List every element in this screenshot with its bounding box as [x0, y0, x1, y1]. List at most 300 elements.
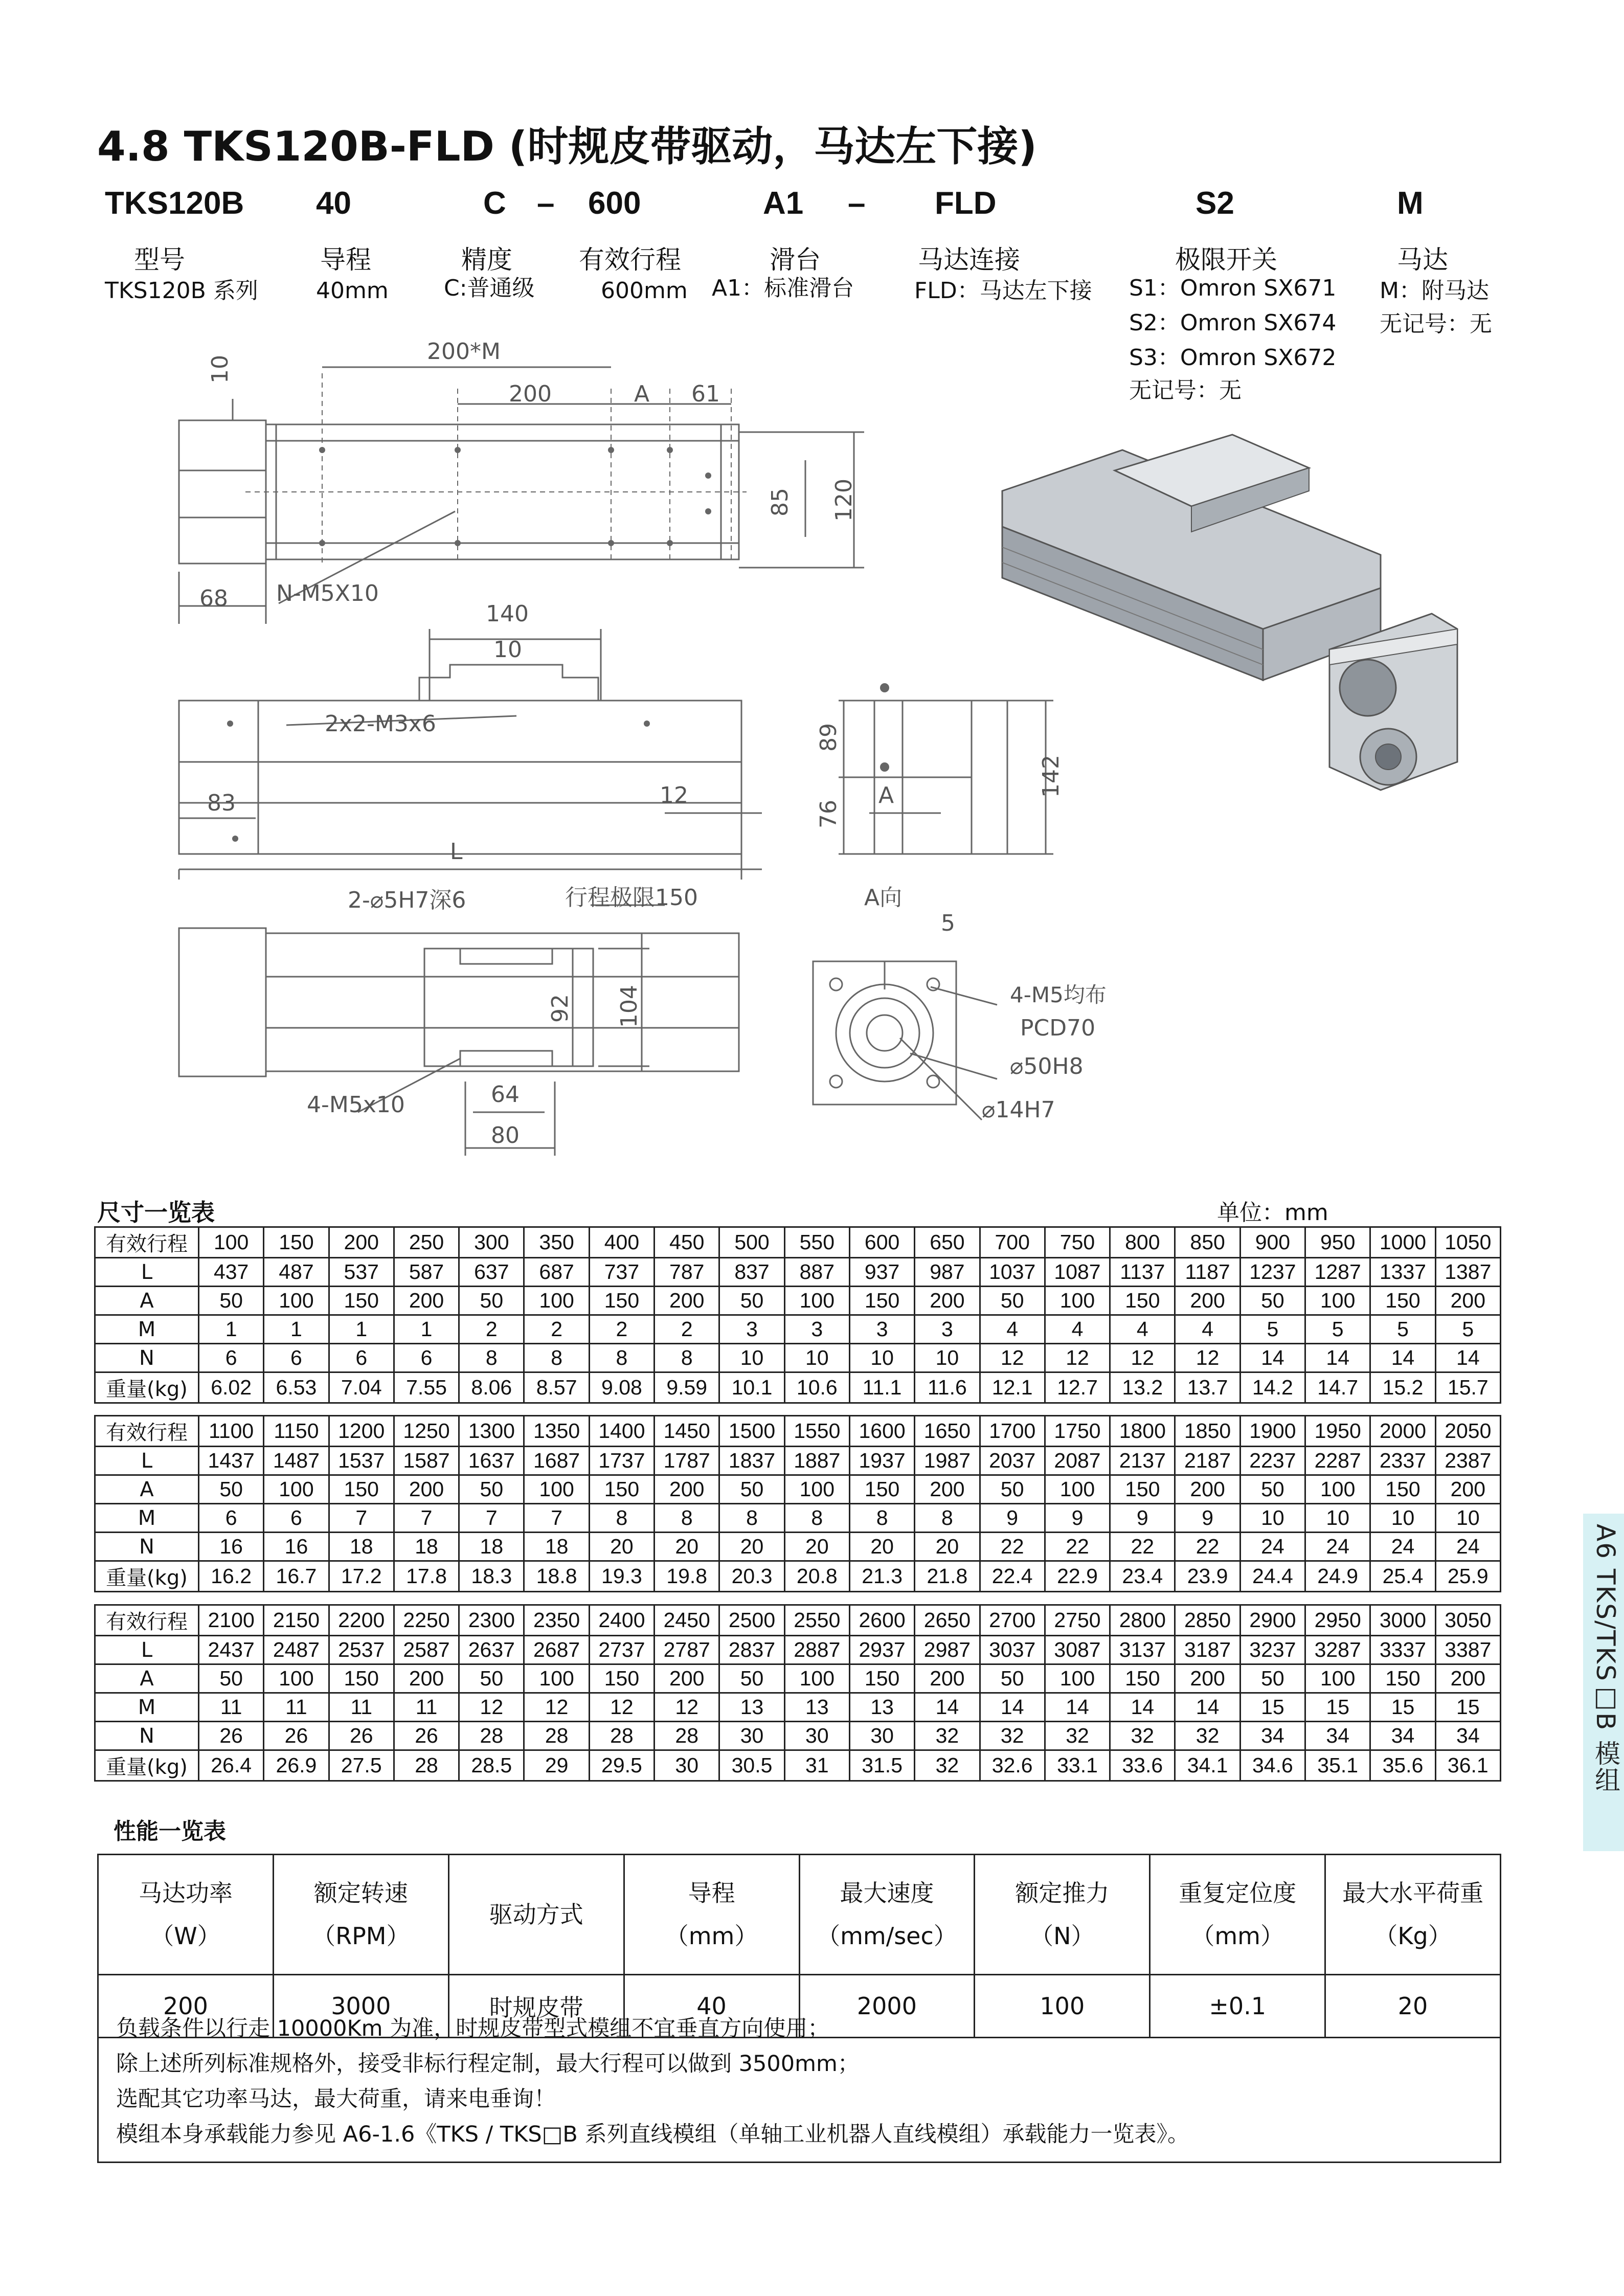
table-cell: 8 — [849, 1504, 914, 1533]
table-cell: 27.5 — [329, 1750, 394, 1781]
dim-4-m5-evenly: 4-M5均布 — [1010, 982, 1107, 1007]
performance-value-cell: 3000 — [273, 1975, 448, 2038]
table-cell: 800 — [1110, 1227, 1175, 1258]
table-cell: 23.4 — [1110, 1561, 1175, 1592]
table-cell: 987 — [915, 1258, 980, 1287]
dim-pcd70: PCD70 — [1020, 1015, 1096, 1041]
table-cell: 21.8 — [915, 1561, 980, 1592]
option-motor-connect-value: FLD：马达左下接 — [914, 278, 1092, 304]
product-render-3d — [1002, 435, 1457, 790]
table-cell: 2700 — [980, 1605, 1045, 1636]
table-cell: 34 — [1435, 1722, 1500, 1750]
table-row — [95, 1693, 1501, 1722]
table-cell: 10 — [784, 1344, 849, 1372]
table-cell: 737 — [589, 1258, 654, 1287]
table-cell: 850 — [1175, 1227, 1240, 1258]
table-cell: 2250 — [394, 1605, 459, 1636]
dim-phi14h7: ⌀14H7 — [982, 1097, 1055, 1123]
dim-140: 140 — [486, 601, 529, 627]
table-cell: 34 — [1240, 1722, 1305, 1750]
table-cell: 1387 — [1435, 1258, 1500, 1287]
table-cell: 100 — [1045, 1664, 1110, 1693]
table-cell: 50 — [980, 1287, 1045, 1315]
table-cell: 2300 — [459, 1605, 524, 1636]
performance-value-cell: 40 — [624, 1975, 799, 2038]
table-cell: 500 — [719, 1227, 784, 1258]
row-label: 有效行程 — [95, 1227, 199, 1258]
table-cell: 1 — [394, 1315, 459, 1344]
table-cell: 25.9 — [1435, 1561, 1500, 1592]
table-cell: 2887 — [784, 1636, 849, 1664]
table-cell: 2900 — [1240, 1605, 1305, 1636]
table-cell: 14 — [1175, 1693, 1240, 1722]
table-cell: 18 — [524, 1533, 589, 1561]
table-cell: 2087 — [1045, 1447, 1110, 1475]
dimension-table-title: 尺寸一览表 — [97, 1199, 215, 1226]
table-cell: 34.1 — [1175, 1750, 1240, 1781]
table-cell: 3287 — [1305, 1636, 1370, 1664]
table-cell: 35.6 — [1370, 1750, 1435, 1781]
table-cell: 100 — [1045, 1287, 1110, 1315]
dim-104: 104 — [616, 985, 642, 1028]
option-stroke-value: 600mm — [601, 278, 688, 304]
table-cell: 1937 — [849, 1447, 914, 1475]
table-cell: 20 — [849, 1533, 914, 1561]
table-cell: 2600 — [849, 1605, 914, 1636]
table-cell: 200 — [329, 1227, 394, 1258]
table-cell: 2587 — [394, 1636, 459, 1664]
table-cell: 32 — [915, 1750, 980, 1781]
table-cell: 3387 — [1435, 1636, 1500, 1664]
dim-61: 61 — [691, 381, 720, 407]
table-cell: 7 — [459, 1504, 524, 1533]
table-cell: 18.3 — [459, 1561, 524, 1592]
table-cell: 1687 — [524, 1447, 589, 1475]
table-cell: 13 — [719, 1693, 784, 1722]
table-cell: 2237 — [1240, 1447, 1305, 1475]
table-row — [95, 1315, 1501, 1344]
option-precision-value: C:普通级 — [444, 275, 535, 301]
table-cell: 200 — [1175, 1287, 1240, 1315]
table-cell: 2800 — [1110, 1605, 1175, 1636]
table-cell: 1750 — [1045, 1416, 1110, 1447]
table-cell: 10 — [849, 1344, 914, 1372]
performance-value-cell: 2000 — [799, 1975, 975, 2038]
dim-10-top: 10 — [207, 355, 233, 384]
table-cell: 10.1 — [719, 1372, 784, 1403]
table-cell: 21.3 — [849, 1561, 914, 1592]
table-cell: 20 — [589, 1533, 654, 1561]
table-cell: 10 — [1435, 1504, 1500, 1533]
table-cell: 26.9 — [264, 1750, 329, 1781]
performance-header-cell: 驱动方式 — [448, 1855, 624, 1975]
table-cell: 2987 — [915, 1636, 980, 1664]
table-cell: 16.7 — [264, 1561, 329, 1592]
table-cell: 2537 — [329, 1636, 394, 1664]
table-cell: 3187 — [1175, 1636, 1240, 1664]
table-cell: 200 — [394, 1475, 459, 1504]
table-cell: 7 — [524, 1504, 589, 1533]
option-head-motor-connect: 马达连接 — [918, 245, 1020, 275]
table-row — [95, 1561, 1501, 1592]
table-cell: 7 — [329, 1504, 394, 1533]
table-cell: 2137 — [1110, 1447, 1175, 1475]
table-cell: 1187 — [1175, 1258, 1240, 1287]
dim-10-side: 10 — [493, 637, 522, 663]
table-cell: 14 — [1370, 1344, 1435, 1372]
table-cell: 1 — [264, 1315, 329, 1344]
table-cell: 5 — [1370, 1315, 1435, 1344]
table-cell: 20.3 — [719, 1561, 784, 1592]
note-line: 除上述所列标准规格外，接受非标行程定制，最大行程可以做到 3500mm； — [116, 2051, 860, 2077]
table-cell: 31.5 — [849, 1750, 914, 1781]
performance-header-cell: 最大速度 （mm/sec） — [799, 1855, 975, 1975]
table-cell: 19.3 — [589, 1561, 654, 1592]
row-label: N — [95, 1533, 199, 1561]
table-cell: 1850 — [1175, 1416, 1240, 1447]
table-cell: 24.4 — [1240, 1561, 1305, 1592]
table-cell: 100 — [199, 1227, 264, 1258]
table-cell: 12 — [589, 1693, 654, 1722]
table-cell: 30 — [849, 1722, 914, 1750]
page-title: 4.8 TKS120B-FLD (时规皮带驱动，马达左下接) — [97, 123, 1037, 170]
table-cell: 100 — [1305, 1664, 1370, 1693]
table-cell: 8 — [459, 1344, 524, 1372]
table-cell: 16.2 — [199, 1561, 264, 1592]
table-cell: 15 — [1305, 1693, 1370, 1722]
code-precision: C — [483, 186, 506, 221]
table-row — [95, 1227, 1501, 1258]
table-cell: 3000 — [1370, 1605, 1435, 1636]
table-cell: 50 — [980, 1664, 1045, 1693]
dim-142: 142 — [1038, 755, 1064, 798]
table-cell: 8 — [655, 1504, 719, 1533]
table-cell: 32 — [1175, 1722, 1240, 1750]
row-label: A — [95, 1287, 199, 1315]
code-motor: M — [1397, 186, 1424, 221]
table-row — [95, 1416, 1501, 1447]
table-cell: 50 — [719, 1287, 784, 1315]
table-cell: 50 — [199, 1475, 264, 1504]
table-cell: 8 — [784, 1504, 849, 1533]
table-cell: 787 — [655, 1258, 719, 1287]
row-label: L — [95, 1636, 199, 1664]
table-cell: 14 — [1110, 1693, 1175, 1722]
table-cell: 8 — [655, 1344, 719, 1372]
table-cell: 22 — [1045, 1533, 1110, 1561]
dim-92: 92 — [547, 994, 573, 1023]
table-cell: 537 — [329, 1258, 394, 1287]
table-row — [95, 1447, 1501, 1475]
table-cell: 10 — [1240, 1504, 1305, 1533]
table-cell: 100 — [784, 1475, 849, 1504]
dim-4-m5x10: 4-M5x10 — [307, 1092, 405, 1118]
table-cell: 23.9 — [1175, 1561, 1240, 1592]
table-cell: 32 — [1110, 1722, 1175, 1750]
table-cell: 26 — [199, 1722, 264, 1750]
table-cell: 200 — [394, 1287, 459, 1315]
table-cell: 100 — [1305, 1475, 1370, 1504]
table-cell: 2850 — [1175, 1605, 1240, 1636]
option-head-motor: 马达 — [1397, 245, 1448, 275]
table-cell: 50 — [199, 1287, 264, 1315]
table-cell: 2837 — [719, 1636, 784, 1664]
dim-64: 64 — [491, 1082, 520, 1108]
row-label: 重量(kg) — [95, 1372, 199, 1403]
table-cell: 18.8 — [524, 1561, 589, 1592]
table-cell: 10 — [719, 1344, 784, 1372]
dim-5: 5 — [941, 910, 955, 936]
performance-header-cell: 导程 （mm） — [624, 1855, 799, 1975]
table-cell: 33.1 — [1045, 1750, 1110, 1781]
table-cell: 31 — [784, 1750, 849, 1781]
dim-12: 12 — [660, 782, 688, 808]
table-cell: 2287 — [1305, 1447, 1370, 1475]
dimension-table-block-3 — [94, 1604, 1501, 1782]
table-cell: 2487 — [264, 1636, 329, 1664]
table-cell: 2 — [655, 1315, 719, 1344]
table-cell: 4 — [1175, 1315, 1240, 1344]
table-cell: 2950 — [1305, 1605, 1370, 1636]
table-cell: 1950 — [1305, 1416, 1370, 1447]
table-cell: 3087 — [1045, 1636, 1110, 1664]
table-cell: 2037 — [980, 1447, 1045, 1475]
table-cell: 900 — [1240, 1227, 1305, 1258]
bottom-view-motor-block — [179, 928, 266, 1076]
table-cell: 35.1 — [1305, 1750, 1370, 1781]
table-cell: 5 — [1435, 1315, 1500, 1344]
dim-80: 80 — [491, 1122, 520, 1149]
row-label: N — [95, 1344, 199, 1372]
table-cell: 550 — [784, 1227, 849, 1258]
table-cell: 24 — [1435, 1533, 1500, 1561]
table-cell: 14 — [1305, 1344, 1370, 1372]
table-cell: 29.5 — [589, 1750, 654, 1781]
table-cell: 200 — [1175, 1664, 1240, 1693]
table-cell: 50 — [1240, 1287, 1305, 1315]
table-cell: 14 — [980, 1693, 1045, 1722]
table-cell: 32.6 — [980, 1750, 1045, 1781]
dim-89: 89 — [816, 723, 842, 752]
table-cell: 1137 — [1110, 1258, 1175, 1287]
table-cell: 20 — [655, 1533, 719, 1561]
dim-A-view: A向 — [864, 885, 903, 911]
table-cell: 26 — [264, 1722, 329, 1750]
table-cell: 2787 — [655, 1636, 719, 1664]
table-cell: 200 — [655, 1664, 719, 1693]
table-cell: 33.6 — [1110, 1750, 1175, 1781]
table-cell: 1000 — [1370, 1227, 1435, 1258]
table-cell: 50 — [1240, 1475, 1305, 1504]
row-label: 重量(kg) — [95, 1750, 199, 1781]
table-cell: 150 — [589, 1475, 654, 1504]
table-cell: 150 — [1370, 1287, 1435, 1315]
table-cell: 15.2 — [1370, 1372, 1435, 1403]
table-cell: 4 — [1110, 1315, 1175, 1344]
option-limit-s3: S3：Omron SX672 — [1129, 345, 1337, 371]
table-cell: 28 — [459, 1722, 524, 1750]
table-cell: 8 — [589, 1504, 654, 1533]
table-cell: 26 — [394, 1722, 459, 1750]
table-cell: 700 — [980, 1227, 1045, 1258]
table-cell: 14 — [1435, 1344, 1500, 1372]
table-cell: 150 — [849, 1475, 914, 1504]
table-cell: 28.5 — [459, 1750, 524, 1781]
table-cell: 100 — [264, 1475, 329, 1504]
top-view-motor-block — [179, 420, 266, 564]
dim-68: 68 — [199, 586, 228, 612]
table-row — [95, 1258, 1501, 1287]
row-label: 重量(kg) — [95, 1561, 199, 1592]
performance-value-cell: 200 — [98, 1975, 274, 2038]
dimension-table-unit: 单位：mm — [1217, 1200, 1328, 1226]
table-row — [95, 1664, 1501, 1693]
option-lead-value: 40mm — [316, 278, 389, 304]
table-cell: 650 — [915, 1227, 980, 1258]
option-slide-value: A1：标准滑台 — [712, 275, 854, 301]
table-cell: 1537 — [329, 1447, 394, 1475]
dimension-table-block-1 — [94, 1226, 1501, 1404]
row-label: A — [95, 1664, 199, 1693]
row-label: 有效行程 — [95, 1605, 199, 1636]
table-cell: 1100 — [199, 1416, 264, 1447]
performance-notes — [97, 1997, 1501, 2163]
table-cell: 2687 — [524, 1636, 589, 1664]
table-cell: 100 — [524, 1287, 589, 1315]
table-cell: 2437 — [199, 1636, 264, 1664]
option-limit-s1: S1：Omron SX671 — [1129, 275, 1337, 301]
table-cell: 28 — [589, 1722, 654, 1750]
option-head-lead: 导程 — [320, 245, 371, 275]
table-cell: 1987 — [915, 1447, 980, 1475]
option-head-limit-switch: 极限开关 — [1175, 245, 1277, 275]
table-cell: 2 — [589, 1315, 654, 1344]
table-cell: 3 — [784, 1315, 849, 1344]
table-cell: 2350 — [524, 1605, 589, 1636]
table-cell: 200 — [394, 1664, 459, 1693]
table-cell: 30.5 — [719, 1750, 784, 1781]
table-cell: 600 — [849, 1227, 914, 1258]
table-cell: 32 — [915, 1722, 980, 1750]
table-cell: 26.4 — [199, 1750, 264, 1781]
table-cell: 587 — [394, 1258, 459, 1287]
table-cell: 4 — [980, 1315, 1045, 1344]
table-cell: 1837 — [719, 1447, 784, 1475]
table-cell: 1287 — [1305, 1258, 1370, 1287]
table-cell: 150 — [329, 1475, 394, 1504]
table-cell: 10.6 — [784, 1372, 849, 1403]
table-cell: 12.1 — [980, 1372, 1045, 1403]
dimension-table-block-2 — [94, 1415, 1501, 1592]
table-cell: 100 — [1305, 1287, 1370, 1315]
table-cell: 15 — [1435, 1693, 1500, 1722]
table-cell: 837 — [719, 1258, 784, 1287]
option-limit-none: 无记号：无 — [1129, 377, 1242, 403]
table-cell: 3137 — [1110, 1636, 1175, 1664]
table-cell: 6 — [264, 1344, 329, 1372]
table-cell: 8 — [719, 1504, 784, 1533]
dim-L: L — [450, 839, 463, 865]
code-model: TKS120B — [105, 186, 244, 221]
performance-value-cell: ±0.1 — [1150, 1975, 1325, 2038]
table-cell: 19.8 — [655, 1561, 719, 1592]
table-cell: 1787 — [655, 1447, 719, 1475]
table-cell: 200 — [1175, 1475, 1240, 1504]
table-row — [95, 1636, 1501, 1664]
table-cell: 25.4 — [1370, 1561, 1435, 1592]
side-tab-label: A6 TKS/TKS□B 模组 — [1591, 1524, 1620, 1794]
table-cell: 2450 — [655, 1605, 719, 1636]
table-cell: 3 — [915, 1315, 980, 1344]
table-row — [95, 1475, 1501, 1504]
table-cell: 30 — [719, 1722, 784, 1750]
table-row — [95, 1287, 1501, 1315]
table-cell: 2737 — [589, 1636, 654, 1664]
table-cell: 1350 — [524, 1416, 589, 1447]
table-cell: 100 — [524, 1664, 589, 1693]
table-cell: 24 — [1305, 1533, 1370, 1561]
table-row — [95, 1533, 1501, 1561]
table-cell: 2387 — [1435, 1447, 1500, 1475]
dim-n-m5x10: N-M5X10 — [276, 580, 379, 606]
table-cell: 937 — [849, 1258, 914, 1287]
table-cell: 200 — [655, 1287, 719, 1315]
dim-2-phi5h7: 2-⌀5H7深6 — [348, 887, 466, 913]
table-cell: 200 — [1435, 1475, 1500, 1504]
performance-header-cell: 重复定位度 （mm） — [1150, 1855, 1325, 1975]
code-motor-connect: FLD — [935, 186, 997, 221]
table-cell: 13 — [784, 1693, 849, 1722]
table-cell: 14 — [1045, 1693, 1110, 1722]
table-cell: 18 — [394, 1533, 459, 1561]
table-cell: 28 — [394, 1750, 459, 1781]
table-cell: 350 — [524, 1227, 589, 1258]
table-cell: 1237 — [1240, 1258, 1305, 1287]
table-cell: 8.06 — [459, 1372, 524, 1403]
table-cell: 20 — [719, 1533, 784, 1561]
table-cell: 2550 — [784, 1605, 849, 1636]
table-cell: 1500 — [719, 1416, 784, 1447]
table-cell: 2100 — [199, 1605, 264, 1636]
dim-83: 83 — [207, 790, 236, 816]
table-cell: 1650 — [915, 1416, 980, 1447]
dim-200M: 200*M — [427, 339, 501, 365]
table-cell: 150 — [264, 1227, 329, 1258]
table-cell: 1600 — [849, 1416, 914, 1447]
option-head-model: 型号 — [134, 245, 185, 275]
table-cell: 30 — [784, 1722, 849, 1750]
section-side-tab — [1583, 1514, 1624, 1851]
table-cell: 150 — [589, 1664, 654, 1693]
table-cell: 50 — [459, 1664, 524, 1693]
table-cell: 20.8 — [784, 1561, 849, 1592]
code-dash-2: – — [848, 186, 866, 221]
table-cell: 100 — [784, 1287, 849, 1315]
code-slide: A1 — [763, 186, 804, 221]
table-cell: 1900 — [1240, 1416, 1305, 1447]
table-cell: 950 — [1305, 1227, 1370, 1258]
table-cell: 50 — [199, 1664, 264, 1693]
dim-85: 85 — [767, 488, 793, 516]
option-limit-s2: S2：Omron SX674 — [1129, 310, 1337, 336]
table-cell: 16 — [264, 1533, 329, 1561]
table-cell: 200 — [915, 1287, 980, 1315]
table-cell: 32 — [1045, 1722, 1110, 1750]
table-cell: 1200 — [329, 1416, 394, 1447]
table-cell: 1400 — [589, 1416, 654, 1447]
table-cell: 200 — [1435, 1287, 1500, 1315]
table-cell: 1 — [199, 1315, 264, 1344]
